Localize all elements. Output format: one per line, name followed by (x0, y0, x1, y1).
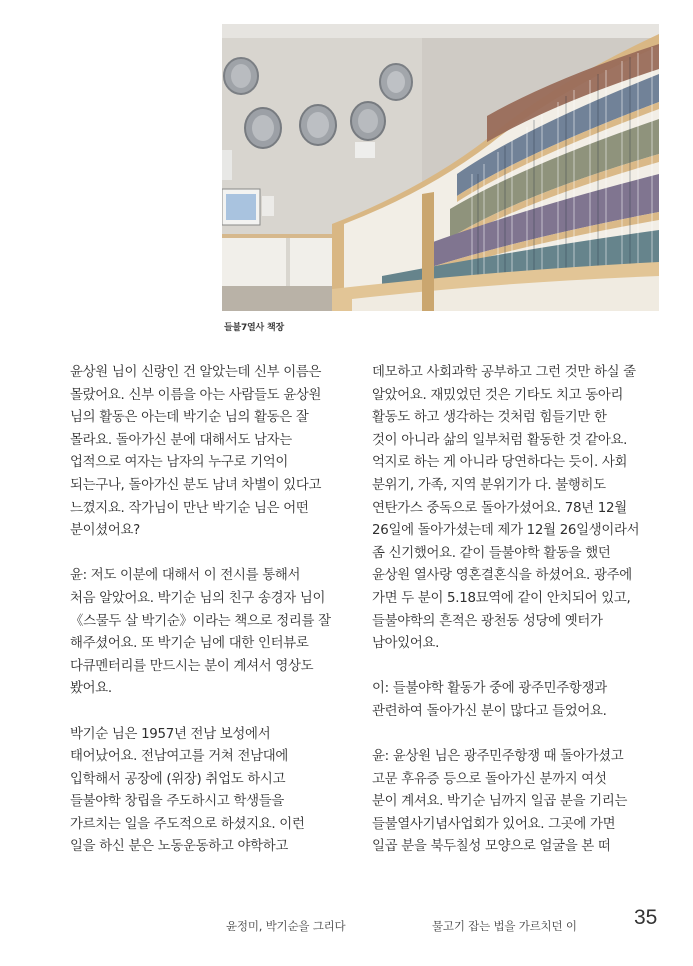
bookshelf-illustration (222, 24, 659, 311)
page-number: 35 (634, 906, 658, 929)
paragraph: 박기순 님은 1957년 전남 보성에서 태어났어요. 전남여고를 거쳐 전남대에 입학해서 공장에 (위장) 취업도 하시고 들불야학 창립을 주도하시고 학생들을 가르치는 일을 주도적으로 하셨지요. 이런 일을 하신 분은 노동운동하고 야학하고 (70, 726, 305, 855)
body-column-left (70, 362, 360, 882)
bookshelf-photo (222, 24, 659, 311)
body-column-right (372, 362, 662, 882)
footer-right-title: 물고기 잡는 법을 가르치던 이 (432, 919, 577, 933)
paragraph: 윤상원 님이 신랑인 건 알았는데 신부 이름은 몰랐어요. 신부 이름을 아는 사람들도 윤상원 님의 활동은 아는데 박기순 님의 활동은 잘 몰라요. 돌아가신 분에 대해서도 남자는 업적으로 여자는 남자의 누구로 기억이 되는구나, 돌아가신 분도 남녀 차별이 있다고 느꼈지요. 작가님이 만난 박기순 님은 어떤 분이셨어요? (70, 365, 322, 539)
photo-caption: 들불7열사 책장 (224, 323, 284, 333)
paragraph: 이: 들불야학 활동가 중에 광주민주항쟁과 관련하여 돌아가신 분이 많다고 들었어요. (372, 681, 607, 719)
paragraph: 윤: 윤상원 님은 광주민주항쟁 때 돌아가셨고 고문 후유증 등으로 돌아가신 분까지 여섯 분이 계셔요. 박기순 님까지 일곱 분을 기리는 들불열사기념사업회가 있어요. 그곳에 가면 일곱 분을 북두칠성 모양으로 얼굴을 본 떠 (372, 749, 628, 855)
paragraph: 윤: 저도 이분에 대해서 이 전시를 통해서 처음 알았어요. 박기순 님의 친구 송경자 님이 《스물두 살 박기순》이라는 책으로 정리를 잘 해주셨어요. 또 박기순 님에 대한 인터뷰로 다큐멘터리를 만드시는 분이 계셔서 영상도 봤어요. (70, 568, 331, 697)
paragraph: 데모하고 사회과학 공부하고 그런 것만 하실 줄 알았어요. 재밌었던 것은 기타도 치고 동아리 활동도 하고 생각하는 것처럼 힘들기만 한 것이 아니라 삶의 일부처럼 활동한 것 같아요. 억지로 하는 게 아니라 당연하다는 듯이. 사회 분위기, 가족, 지역 분위기가 다. 불행히도 연탄가스 중독으로 돌아가셨어요. 78년 12월 26일에 돌아가셨는데 제가 12월 26일생이라서 좀 신기했어요. 같이 들불야학 활동을 했던 윤상원 열사랑 영혼결혼식을 하셨어요. 광주에 가면 두 분이 5.18묘역에 같이 안치되어 있고, 들불야학의 흔적은 광천동 성당에 옛터가 남아있어요. (372, 365, 640, 652)
footer-left-title: 윤정미, 박기순을 그리다 (226, 919, 346, 933)
